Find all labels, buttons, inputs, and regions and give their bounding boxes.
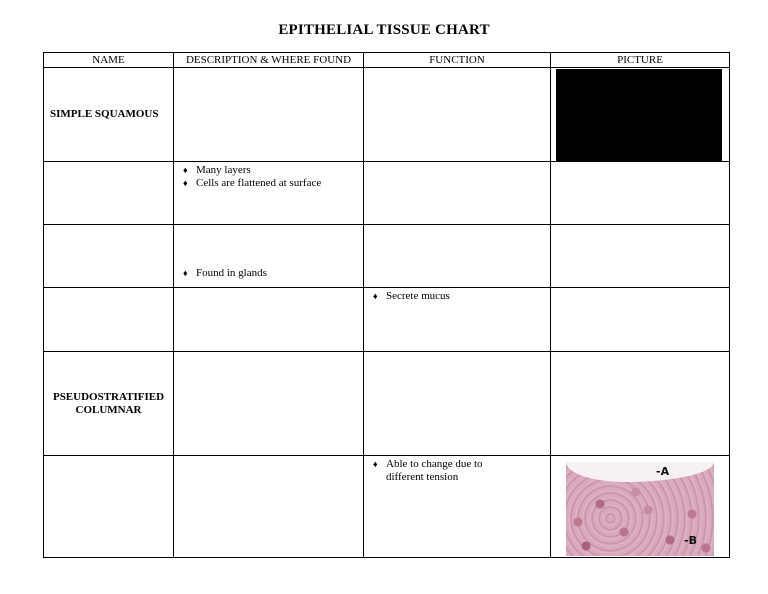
table-row [44,225,730,288]
tissue-name: SIMPLE SQUAMOUS [44,68,174,162]
epithelial-tissue-table [43,52,730,558]
redacted-image [556,69,722,161]
function-cell [364,225,551,288]
table-row [44,288,730,352]
picture-cell [551,456,730,558]
micrograph-label-b: -B [684,534,697,547]
description-cell [174,352,364,456]
description-cell [174,288,364,352]
apical-surface [566,462,714,482]
bullet-item: ♦ Secrete mucus [386,290,550,303]
tissue-name [44,225,174,288]
table-row [44,456,730,558]
page-title: EPITHELIAL TISSUE CHART [278,22,490,38]
micrograph-label-a: -A [656,465,670,478]
tissue-name [44,456,174,558]
function-cell [364,68,551,162]
table-row [44,68,730,162]
header-function: FUNCTION [364,53,551,68]
header-picture: PICTURE [551,53,730,68]
function-cell [364,288,551,352]
description-cell [174,162,364,225]
picture-cell [551,68,730,162]
description-cell [174,68,364,162]
picture-cell [551,225,730,288]
table-row [44,352,730,456]
bullet-item [386,458,550,484]
header-row [44,53,730,68]
tissue-micrograph [566,462,714,556]
bullet-line: different tension [386,471,459,483]
picture-cell [551,288,730,352]
table-row [44,162,730,225]
function-cell [364,162,551,225]
bullet-item: ♦ Cells are flattened at surface [196,177,363,190]
description-cell [174,456,364,558]
bullet-line: Able to change due to [386,458,483,470]
tissue-name-line: PSEUDOSTRATIFIED [52,390,165,403]
bullet-item: ♦ Many layers [196,164,363,177]
function-cell [364,456,551,558]
tissue-name [44,288,174,352]
header-name: NAME [44,53,174,68]
function-cell [364,352,551,456]
tissue-name [44,162,174,225]
description-cell [174,225,364,288]
picture-cell [551,162,730,225]
bullet-item: ♦ Found in glands [196,267,363,280]
tissue-name-line: COLUMNAR [75,403,142,416]
header-description: DESCRIPTION & WHERE FOUND [174,53,364,68]
tissue-name [44,352,174,456]
picture-cell [551,352,730,456]
